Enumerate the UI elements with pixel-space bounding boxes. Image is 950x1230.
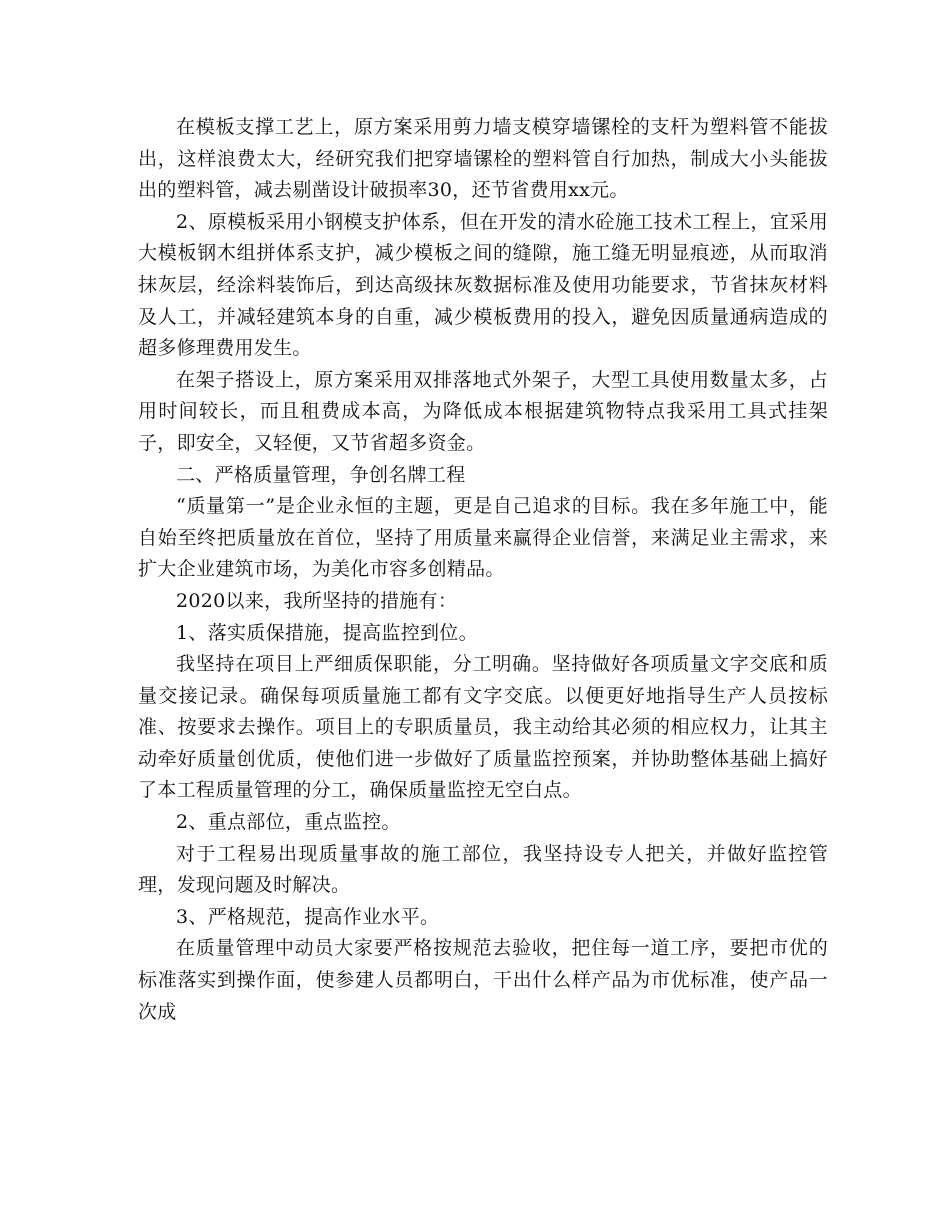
subheading-key-parts: 2、重点部位，重点监控。	[176, 811, 401, 834]
paragraph-formwork-support: 在模板支撑工艺上，原方案采用剪力墙支模穿墙镙栓的支杆为塑料管不能拔出，这样浪费太大，经研究我们把穿墙镙栓的塑料管自行加热，制成大小头能拔出的塑料管，减去剔凿设计破损率30，还节省费用xx元。	[138, 116, 828, 202]
paragraph-measures-intro: 2020以来，我所坚持的措施有：	[176, 589, 458, 612]
paragraph-large-formwork: 2、原模板采用小钢模支护体系，但在开发的清水砼施工技术工程上，宜采用大模板钢木组拼体系支护，减少模板之间的缝隙，施工缝无明显痕迹，从而取消抹灰层，经涂料装饰后，到达高级抹灰数据标准及使用功能要求，节省抹灰材料及人工，并减轻建筑本身的自重，减少模板费用的投入，避免因质量通病造成的超多修理费用发生。	[138, 210, 828, 360]
paragraph-key-parts: 对于工程易出现质量事故的施工部位，我坚持设专人把关，并做好监控管理，发现问题及时解决。	[138, 842, 828, 897]
paragraph-quality-first: “质量第一”是企业永恒的主题，更是自己追求的目标。我在多年施工中，能自始至终把质量放在首位，坚持了用质量来赢得企业信誉，来满足业主需求，来扩大企业建筑市场，为美化市容多创精品。	[138, 495, 828, 581]
subheading-quality-assurance: 1、落实质保措施，提高监控到位。	[176, 621, 478, 644]
paragraph-strict-standards: 在质量管理中动员大家要严格按规范去验收，把住每一道工序，要把市优的标准落实到操作面，使参建人员都明白，干出什么样产品为市优标准，使产品一次成	[138, 937, 828, 1023]
document-page	[138, 112, 828, 1028]
section-heading-quality: 二、严格质量管理，争创名牌工程	[176, 463, 466, 486]
subheading-strict-standards: 3、严格规范，提高作业水平。	[176, 905, 440, 928]
paragraph-quality-assurance: 我坚持在项目上严细质保职能，分工明确。坚持做好各项质量文字交底和质量交接记录。确保每项质量施工都有文字交底。以便更好地指导生产人员按标准、按要求去操作。项目上的专职质量员，我主动给其必须的相应权力，让其主动牵好质量创优质，使他们进一步做好了质量监控预案，并协助整体基础上搞好了本工程质量管理的分工，确保质量监控无空白点。	[138, 653, 828, 802]
paragraph-scaffolding: 在架子搭设上，原方案采用双排落地式外架子，大型工具使用数量太多，占用时间较长，而且租费成本高，为降低成本根据建筑物特点我采用工具式挂架子，即安全，又轻便，又节省超多资金。	[138, 368, 828, 454]
